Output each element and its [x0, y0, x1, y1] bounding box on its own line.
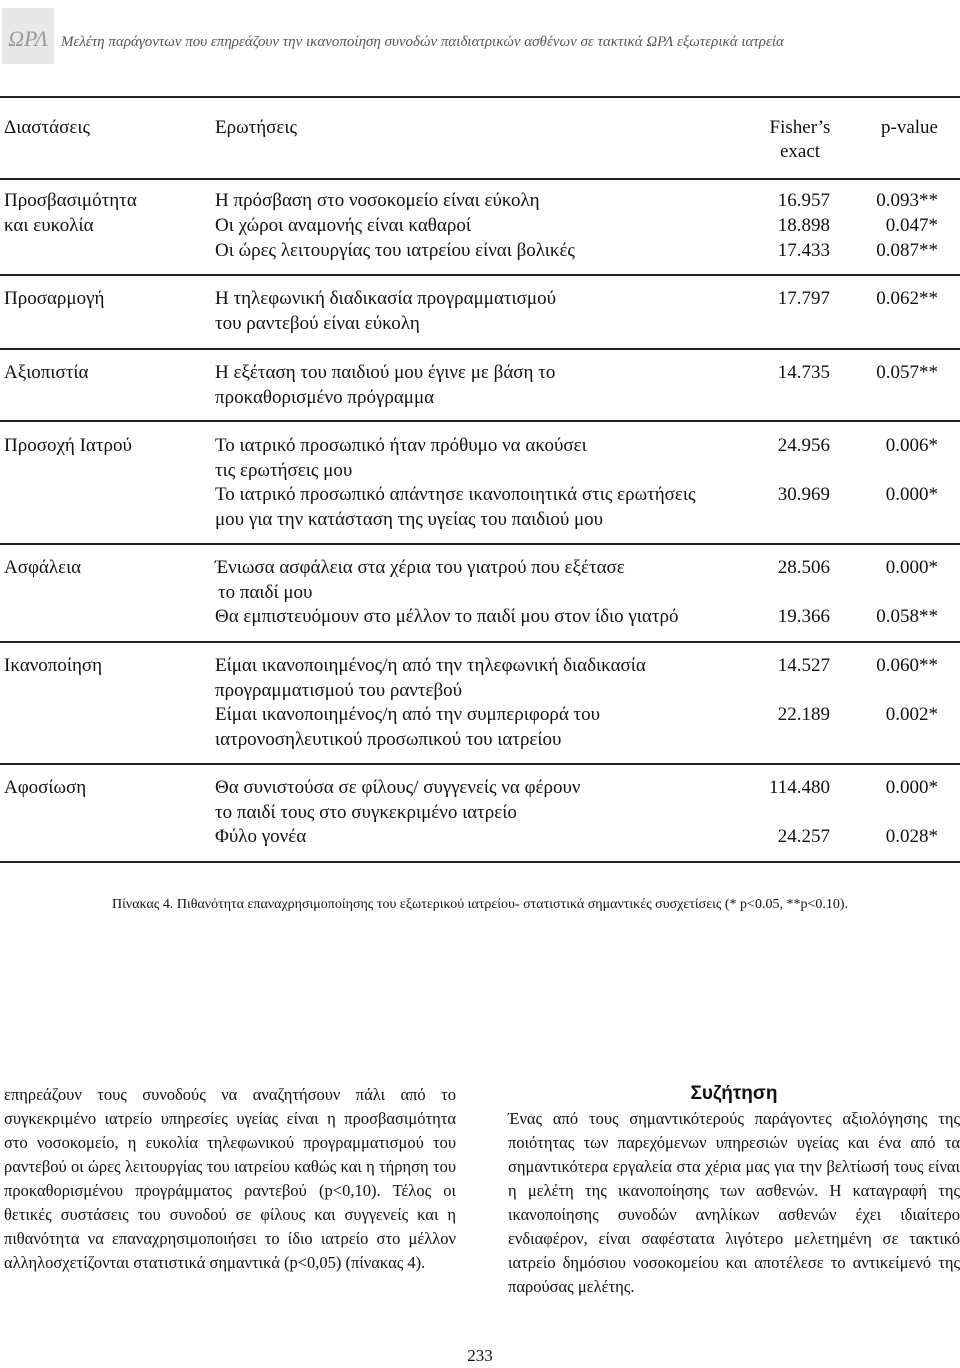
question-text: Θα εμπιστευόμουν στο μέλλον το παιδί μου στον ίδιο γιατρό — [215, 606, 679, 627]
question-text: Ένιωσα ασφάλεια στα χέρια του γιατρού που εξέτασε — [215, 557, 625, 578]
question-text: Θα συνιστούσα σε φίλους/ συγγενείς να φέρουν — [215, 777, 581, 798]
column-header-pvalue: p-value — [881, 117, 938, 138]
fisher-value: 18.898 — [777, 215, 830, 236]
row-divider — [0, 420, 960, 422]
dimension-label: Ασφάλεια — [4, 557, 82, 578]
p-value: 0.000* — [885, 484, 938, 505]
body-left-column: επηρεάζουν τους συνοδούς να αναζητήσουν πάλι από το συγκεκριμένο ιατρείο υπηρεσίες υγείας είναι η προσβασιμότητα στο νοσοκομείο, η ευκολία τηλεφωνικού προγραμματισμού του ραντεβού οι ώρες λειτουργίας του ιατρείου καθώς και η τήρηση του προκαθορισμένου προγράμματος ραντεβού (p<0,10). Τέλος οι θετικές συστάσεις του συνοδού σε φίλους και συγγενείς και η πιθανότητα να επαναχρησιμοποιήσει το ίδιο ιατρείο στο μέλλον αλληλοσχετίζονται στατιστικά σημαντικά (p<0,05) (πίνακας 4). — [4, 1085, 456, 1272]
table-top-rule — [0, 96, 960, 98]
fisher-value: 17.433 — [777, 240, 830, 261]
dimension-label: Προσβασιμότητα — [4, 190, 137, 211]
p-value: 0.047* — [885, 215, 938, 236]
fisher-value: 16.957 — [777, 190, 830, 211]
column-header-questions: Ερωτήσεις — [215, 117, 298, 138]
question-text: Η πρόσβαση στο νοσοκομείο είναι εύκολη — [215, 190, 540, 211]
dimension-label: και ευκολία — [4, 215, 94, 236]
p-value: 0.028* — [885, 826, 938, 847]
question-text: Οι χώροι αναμονής είναι καθαροί — [215, 215, 471, 236]
dimension-label: Ικανοποίηση — [4, 655, 103, 676]
p-value: 0.062** — [876, 288, 938, 309]
dimension-label: Αξιοπιστία — [4, 362, 89, 383]
p-value: 0.087** — [876, 240, 938, 261]
page-number: 233 — [467, 1346, 493, 1365]
question-text-cont: προγραμματισμού του ραντεβού — [215, 680, 463, 701]
question-text: Το ιατρικό προσωπικό απάντησε ικανοποιητικά στις ερωτήσεις — [215, 484, 696, 505]
table-caption: Πίνακας 4. Πιθανότητα επαναχρησιμοποίησης του εξωτερικού ιατρείου- στατιστικά σημαντικές συσχετίσεις (* p<0.05, **p<0.10). — [111, 897, 849, 912]
column-header-dimensions: Διαστάσεις — [4, 117, 90, 138]
p-value: 0.006* — [885, 435, 938, 456]
body-right-column: Ένας από τους σημαντικότερούς παράγοντες αξιολόγησης της ποιότητας των παρεχόμενων υπηρεσιών υγείας και ένα από τα σημαντικότερα εργαλεία στα χέρια μας για την βελτίωσή τους είναι η μελέτη της ικανοποίησης των ασθενών. Η καταγραφή της ικανοποίησης συνοδών ανηλίκων ασθενών έχει ιδιαίτερο ενδιαφέρον, είναι σαφέστατα λιγότερο μελετημένη σε τακτικό ιατρείο δημόσιου νοσοκομείου και αποτέλεσε το αντικείμενό της παρούσας μελέτης. — [508, 1109, 960, 1296]
fisher-value: 24.257 — [777, 826, 830, 847]
question-text: Η εξέταση του παιδιού μου έγινε με βάση το — [215, 362, 556, 383]
table-header-rule — [0, 178, 960, 180]
question-text-cont: προκαθορισμένο πρόγραμμα — [215, 387, 435, 408]
p-value: 0.002* — [885, 704, 938, 725]
fisher-value: 30.969 — [777, 484, 830, 505]
dimension-label: Προσαρμογή — [4, 288, 105, 309]
question-text-cont: το παιδί τους στο συγκεκριμένο ιατρείο — [215, 802, 517, 823]
row-divider — [0, 641, 960, 643]
row-divider — [0, 348, 960, 350]
row-divider — [0, 274, 960, 276]
fisher-value: 22.189 — [777, 704, 830, 725]
fisher-value: 19.366 — [777, 606, 830, 627]
question-text: Η τηλεφωνική διαδικασία προγραμματισμού — [215, 288, 556, 309]
dimension-label: Προσοχή Ιατρού — [4, 435, 132, 456]
question-text-cont: του ραντεβού είναι εύκολη — [215, 313, 420, 334]
row-divider — [0, 763, 960, 765]
question-text: Το ιατρικό προσωπικό ήταν πρόθυμο να ακούσει — [215, 435, 587, 456]
column-header-fisher: Fisher’s exact — [769, 117, 831, 162]
p-value: 0.000* — [885, 557, 938, 578]
svg-text:ΩΡΛ: ΩΡΛ — [8, 26, 48, 51]
p-value: 0.093** — [876, 190, 938, 211]
p-value: 0.058** — [876, 606, 938, 627]
dimension-label: Αφοσίωση — [4, 777, 87, 798]
question-text-cont: ιατρονοσηλευτικού προσωπικού του ιατρείου — [215, 729, 562, 750]
section-title: Συζήτηση — [690, 1083, 778, 1104]
fisher-value: 14.527 — [777, 655, 830, 676]
p-value: 0.000* — [885, 777, 938, 798]
question-text: Φύλο γονέα — [215, 826, 307, 847]
question-text: Είμαι ικανοποιημένος/η από την συμπεριφορά του — [215, 704, 601, 725]
p-value: 0.060** — [876, 655, 938, 676]
fisher-value: 114.480 — [768, 777, 830, 798]
question-text: Είμαι ικανοποιημένος/η από την τηλεφωνική διαδικασία — [215, 655, 646, 676]
fisher-value: 14.735 — [777, 362, 830, 383]
question-text: Οι ώρες λειτουργίας του ιατρείου είναι βολικές — [215, 240, 575, 261]
row-divider — [0, 543, 960, 545]
fisher-value: 17.797 — [777, 288, 830, 309]
table-bottom-rule — [0, 861, 960, 863]
journal-logo — [2, 8, 54, 64]
question-text-cont: μου για την κατάσταση της υγείας του παιδιού μου — [215, 509, 604, 530]
fisher-value: 24.956 — [777, 435, 830, 456]
fisher-value: 28.506 — [777, 557, 830, 578]
question-text-cont: τις ερωτήσεις μου — [215, 460, 353, 481]
header-title: Μελέτη παράγοντων που επηρεάζουν την ικανοποίηση συνοδών παιδιατρικών ασθένων σε τακτικά ΩΡΛ εξωτερικά ιατρεία — [61, 34, 784, 50]
p-value: 0.057** — [876, 362, 938, 383]
question-text-cont: το παιδί μου — [218, 582, 313, 603]
running-header — [0, 0, 960, 80]
